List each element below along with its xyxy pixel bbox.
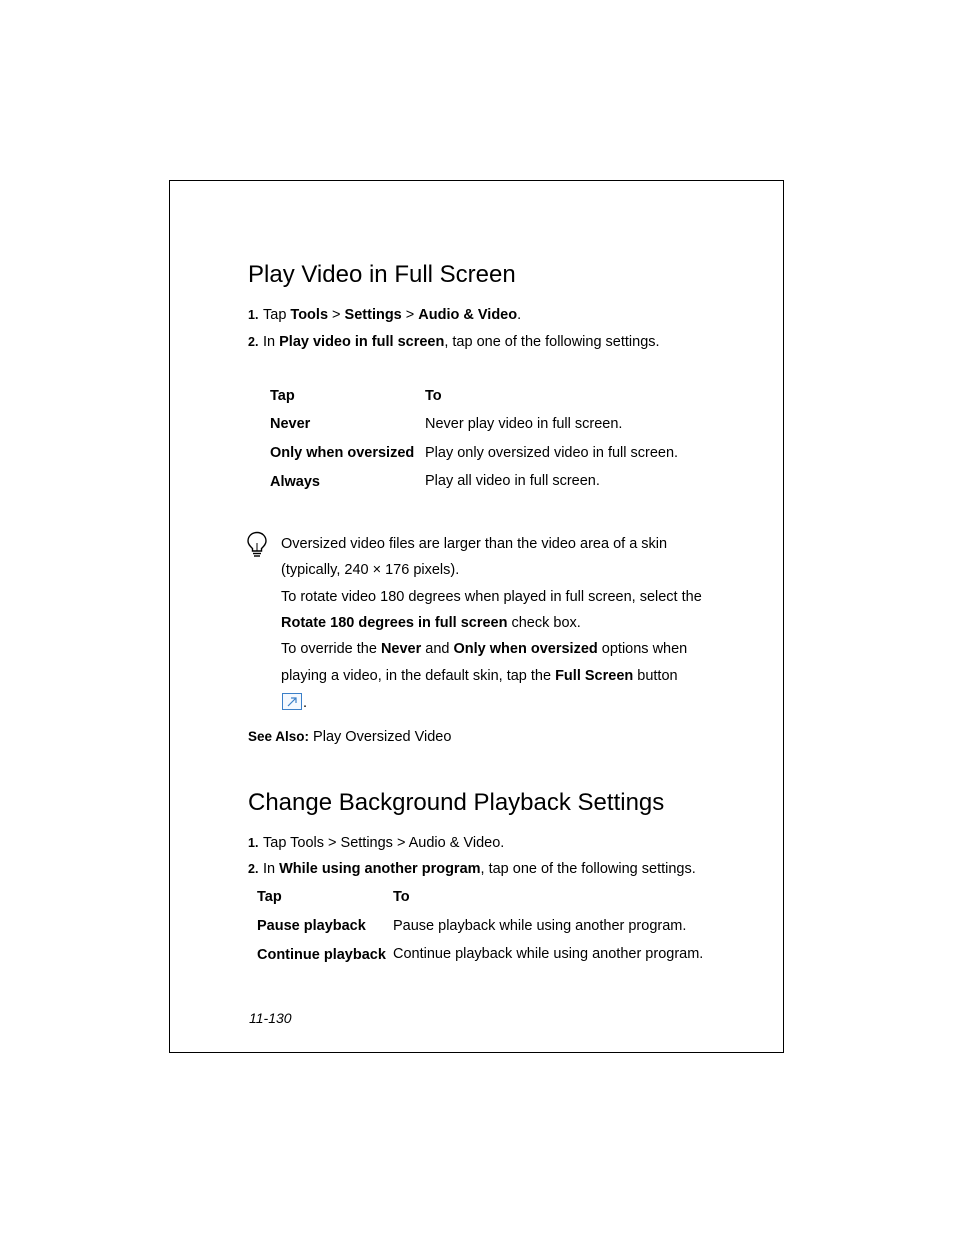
step-number: 1. [248,836,259,850]
table-row-tap: Pause playback [257,918,366,934]
note-line: To override the Never and Only when oversized options when [281,641,688,657]
table-row-to: Play only oversized video in full screen. [425,445,679,461]
step-1: 1. Tap Tools > Settings > Audio & Video. [248,835,505,851]
note-line-end: . [303,695,308,711]
full-screen-button-icon [282,693,302,710]
page-number: 11-130 [249,1010,292,1026]
menu-settings: Settings [344,307,402,323]
step-number: 2. [248,335,259,349]
table-row-tap: Always [270,474,320,490]
menu-tools: Tools [290,307,329,323]
table-header-to: To [425,388,442,404]
table-row-tap: Only when oversized [270,445,415,461]
section-title-full-screen: Play Video in Full Screen [248,261,516,288]
table-row-to: Play all video in full screen. [425,473,600,489]
option-name: Never [380,641,422,657]
table-row-tap: Never [270,416,311,432]
step-1: 1. Tap Tools > Settings > Audio & Video. [248,307,522,323]
section-title-background-playback: Change Background Playback Settings [248,789,665,816]
note-line: To rotate video 180 degrees when played in full screen, select the [281,589,702,605]
note-line: Oversized video files are larger than the video area of a skin [281,536,668,552]
menu-audio-video: Audio & Video [418,307,518,323]
lightbulb-icon [246,531,268,559]
step-number: 2. [248,862,259,876]
table-row-to: Pause playback while using another program. [393,918,687,934]
step-2: 2. In Play video in full screen, tap one of the following settings. [248,334,660,350]
step-number: 1. [248,308,259,322]
option-name: Rotate 180 degrees in full screen [281,615,508,631]
see-also-label: See Also: [248,729,310,744]
note-line: (typically, 240 × 176 pixels). [281,562,460,578]
note-line: playing a video, in the default skin, tap the Full Screen button [281,668,678,684]
see-also [248,728,451,746]
table-row-to: Continue playback while using another program. [393,946,704,962]
table-header-tap: Tap [270,388,295,404]
setting-name: Play video in full screen [279,334,445,350]
button-name: Full Screen [555,668,634,684]
note-line: Rotate 180 degrees in full screen check box. [281,615,581,631]
table-header-tap: Tap [257,889,282,905]
table-row-to: Never play video in full screen. [425,416,623,432]
see-also-link[interactable]: Play Oversized Video [309,729,452,745]
table-row-tap: Continue playback [257,947,386,963]
step-2: 2. In While using another program, tap one of the following settings. [248,861,696,877]
setting-name: While using another program [279,861,481,877]
table-header-to: To [393,889,410,905]
option-name: Only when oversized [453,641,598,657]
